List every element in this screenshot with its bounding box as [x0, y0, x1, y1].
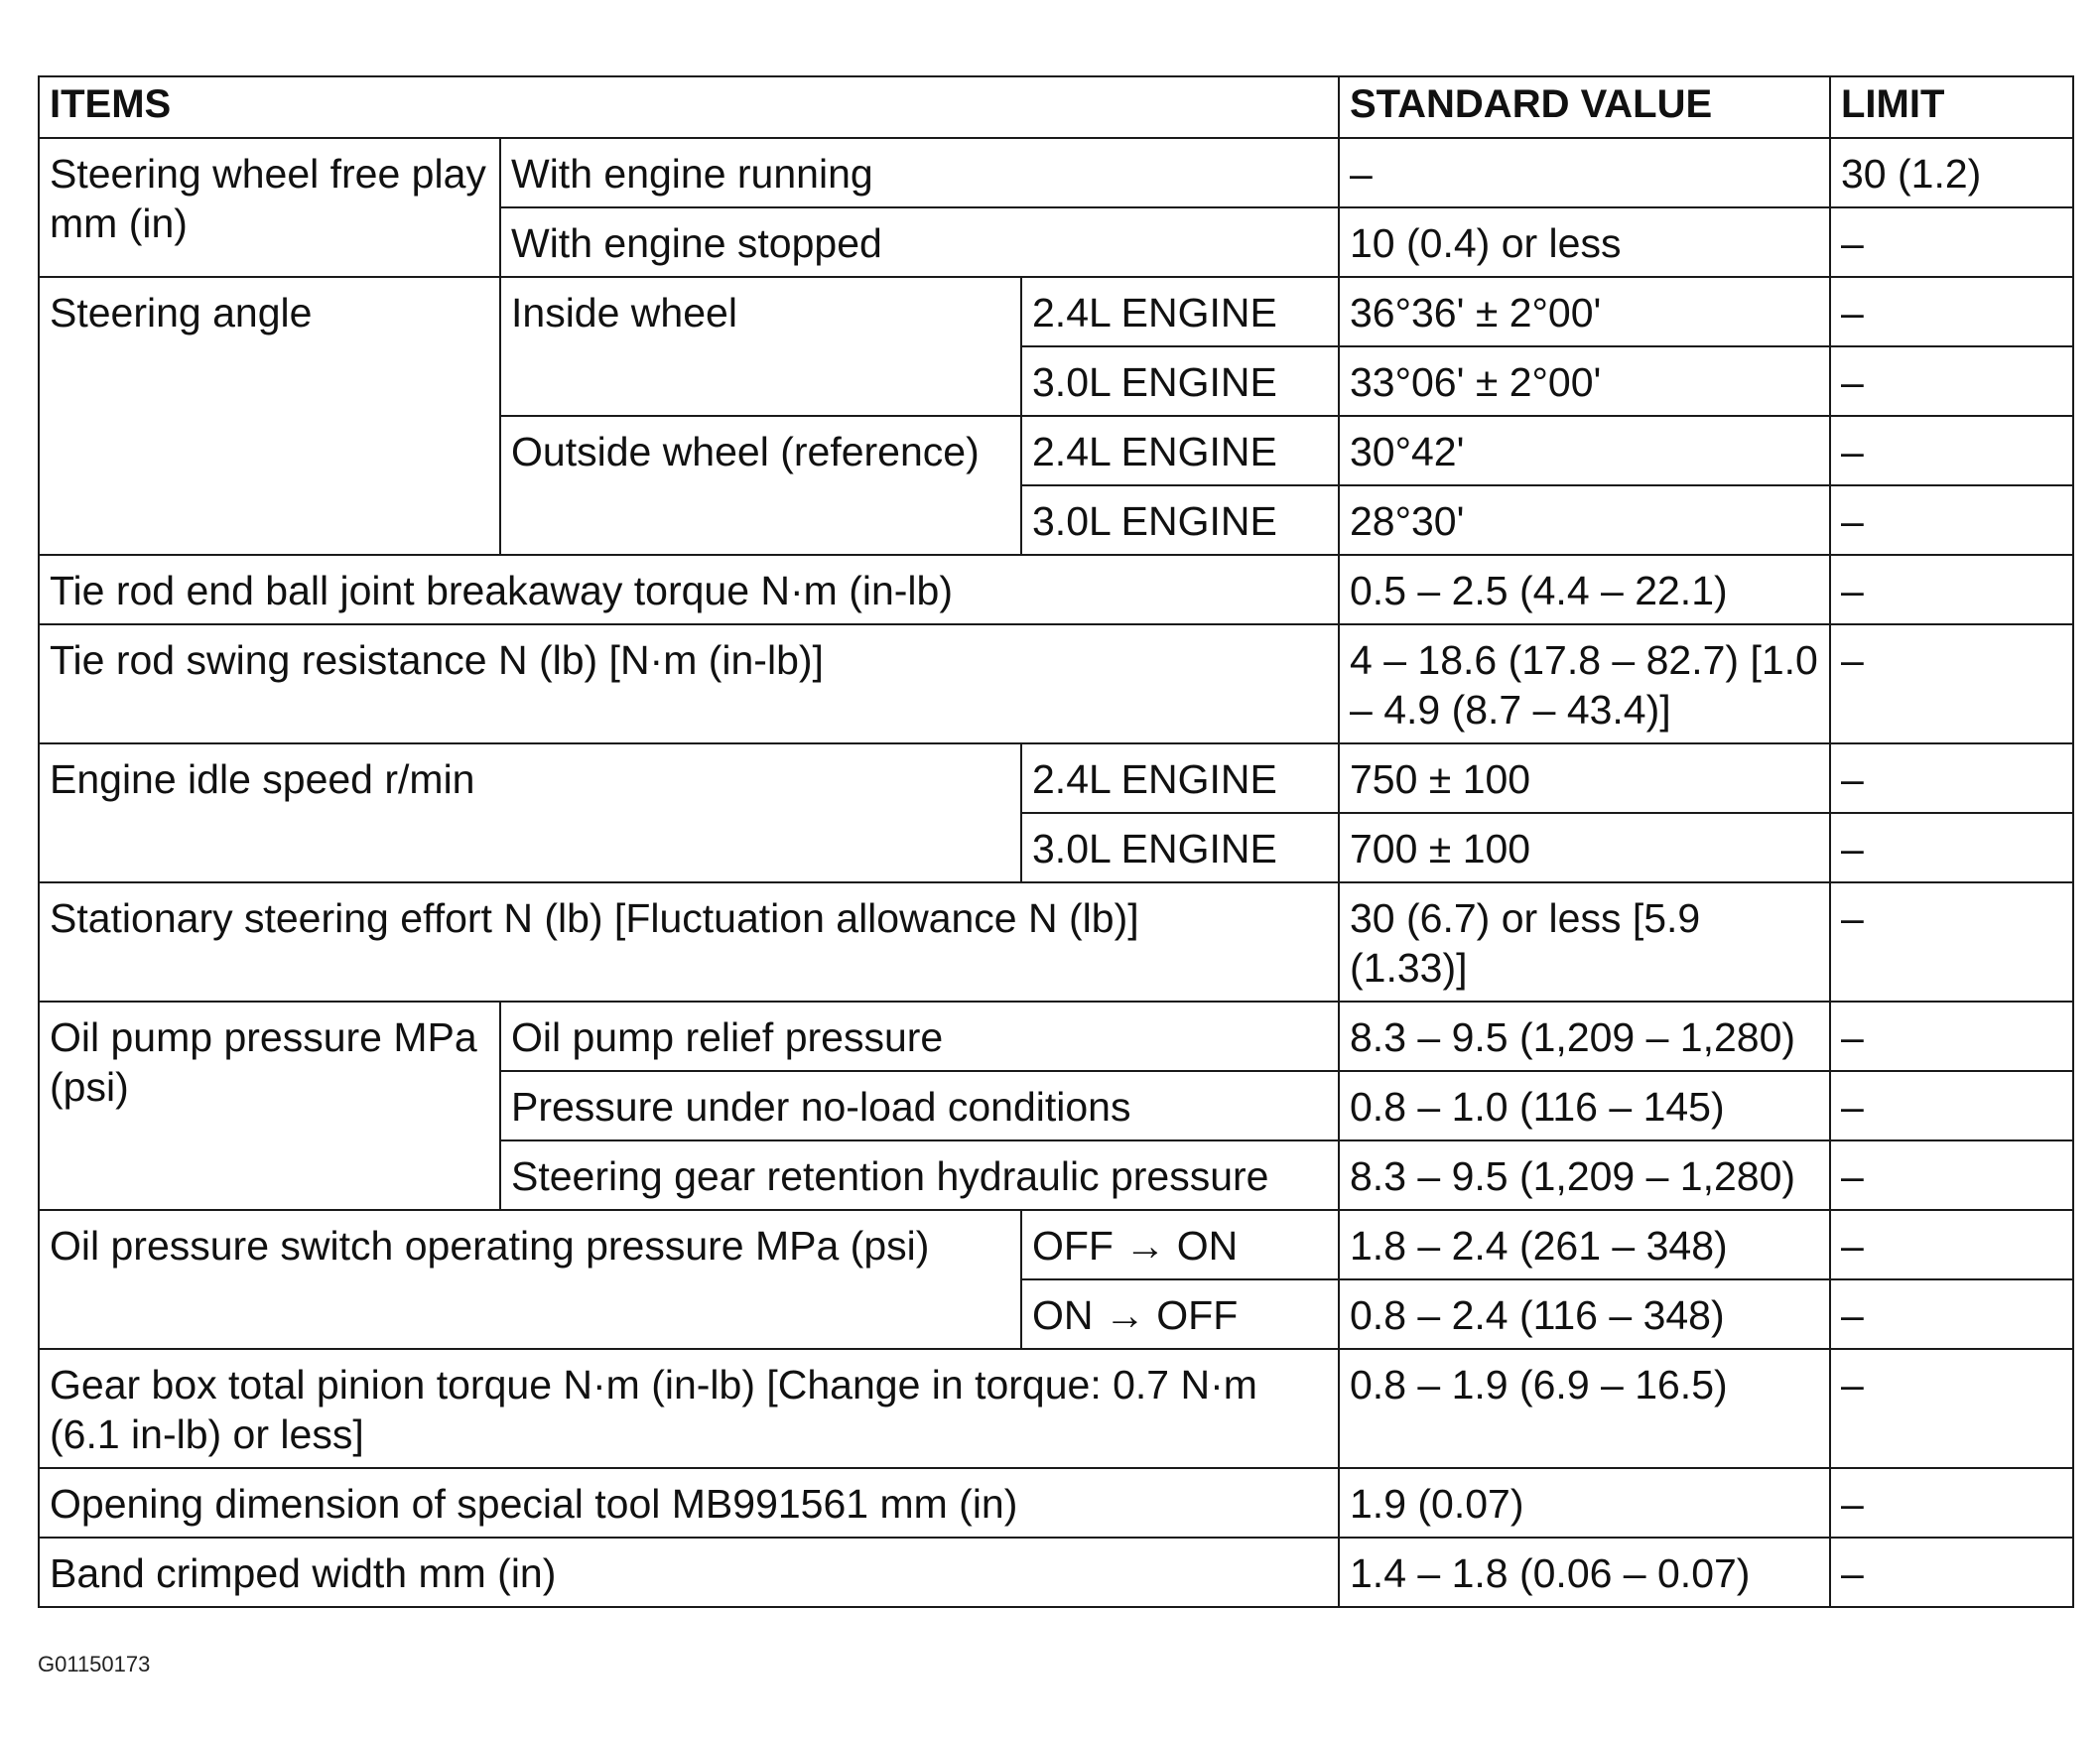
item-label: Band crimped width mm (in)	[39, 1538, 1339, 1607]
limit-value: –	[1830, 346, 2073, 416]
limit-value: –	[1830, 624, 2073, 743]
condition-label: OFF → ON	[1021, 1210, 1339, 1279]
table-row	[39, 1349, 2073, 1468]
item-label: Opening dimension of special tool MB991561 mm (in)	[39, 1468, 1339, 1538]
item-label: Oil pump pressure MPa (psi)	[39, 1002, 500, 1210]
table-row	[39, 624, 2073, 743]
limit-value: –	[1830, 1071, 2073, 1140]
standard-value: 28°30'	[1339, 485, 1830, 555]
items-header: ITEMS	[39, 76, 1339, 138]
item-label: Gear box total pinion torque N·m (in-lb) [Change in torque: 0.7 N·m (6.1 in-lb) or less]	[39, 1349, 1339, 1468]
standard-value: 0.8 – 1.9 (6.9 – 16.5)	[1339, 1349, 1830, 1468]
limit-value: –	[1830, 416, 2073, 485]
item-label: Steering angle	[39, 277, 500, 555]
table-row	[39, 277, 2073, 346]
table-row	[39, 1468, 2073, 1538]
engine-label: 3.0L ENGINE	[1021, 813, 1339, 882]
standard-value: –	[1339, 138, 1830, 207]
item-label: Steering wheel free play mm (in)	[39, 138, 500, 277]
item-label: Oil pressure switch operating pressure MPa (psi)	[39, 1210, 1021, 1349]
item-label: Tie rod swing resistance N (lb) [N·m (in-lb)]	[39, 624, 1339, 743]
limit-value: –	[1830, 882, 2073, 1002]
limit-value: –	[1830, 1140, 2073, 1210]
limit-value: –	[1830, 1538, 2073, 1607]
standard-value-header: STANDARD VALUE	[1339, 76, 1830, 138]
table-row	[39, 555, 2073, 624]
limit-value: –	[1830, 277, 2073, 346]
standard-value: 8.3 – 9.5 (1,209 – 1,280)	[1339, 1002, 1830, 1071]
engine-label: 3.0L ENGINE	[1021, 485, 1339, 555]
item-label: Stationary steering effort N (lb) [Fluctuation allowance N (lb)]	[39, 882, 1339, 1002]
standard-value: 30 (6.7) or less [5.9 (1.33)]	[1339, 882, 1830, 1002]
standard-value: 30°42'	[1339, 416, 1830, 485]
limit-value: 30 (1.2)	[1830, 138, 2073, 207]
condition-label: With engine stopped	[500, 207, 1339, 277]
engine-label: 2.4L ENGINE	[1021, 743, 1339, 813]
standard-value: 8.3 – 9.5 (1,209 – 1,280)	[1339, 1140, 1830, 1210]
standard-value: 700 ± 100	[1339, 813, 1830, 882]
limit-value: –	[1830, 1279, 2073, 1349]
table-row	[39, 138, 2073, 207]
condition-label: Oil pump relief pressure	[500, 1002, 1339, 1071]
standard-value: 0.5 – 2.5 (4.4 – 22.1)	[1339, 555, 1830, 624]
standard-value: 0.8 – 2.4 (116 – 348)	[1339, 1279, 1830, 1349]
header-row	[39, 76, 2073, 138]
condition-label: With engine running	[500, 138, 1339, 207]
limit-value: –	[1830, 813, 2073, 882]
standard-value: 0.8 – 1.0 (116 – 145)	[1339, 1071, 1830, 1140]
figure-code: G01150173	[38, 1652, 151, 1676]
limit-value: –	[1830, 1210, 2073, 1279]
condition-label: Inside wheel	[500, 277, 1021, 416]
standard-value: 750 ± 100	[1339, 743, 1830, 813]
limit-value: –	[1830, 485, 2073, 555]
limit-header: LIMIT	[1830, 76, 2073, 138]
table-row	[39, 743, 2073, 813]
limit-value: –	[1830, 1002, 2073, 1071]
standard-value: 1.4 – 1.8 (0.06 – 0.07)	[1339, 1538, 1830, 1607]
condition-label: Steering gear retention hydraulic pressure	[500, 1140, 1339, 1210]
standard-value: 1.9 (0.07)	[1339, 1468, 1830, 1538]
standard-value: 4 – 18.6 (17.8 – 82.7) [1.0 – 4.9 (8.7 – 43.4)]	[1339, 624, 1830, 743]
condition-label: Pressure under no-load conditions	[500, 1071, 1339, 1140]
table-row	[39, 882, 2073, 1002]
condition-label: Outside wheel (reference)	[500, 416, 1021, 555]
condition-label: ON → OFF	[1021, 1279, 1339, 1349]
standard-value: 33°06' ± 2°00'	[1339, 346, 1830, 416]
engine-label: 2.4L ENGINE	[1021, 277, 1339, 346]
limit-value: –	[1830, 1468, 2073, 1538]
standard-value: 10 (0.4) or less	[1339, 207, 1830, 277]
engine-label: 2.4L ENGINE	[1021, 416, 1339, 485]
limit-value: –	[1830, 555, 2073, 624]
item-label: Engine idle speed r/min	[39, 743, 1021, 882]
engine-label: 3.0L ENGINE	[1021, 346, 1339, 416]
table-row	[39, 1002, 2073, 1071]
limit-value: –	[1830, 743, 2073, 813]
item-label: Tie rod end ball joint breakaway torque N·m (in-lb)	[39, 555, 1339, 624]
standard-value: 36°36' ± 2°00'	[1339, 277, 1830, 346]
table-row	[39, 1210, 2073, 1279]
limit-value: –	[1830, 207, 2073, 277]
standard-value: 1.8 – 2.4 (261 – 348)	[1339, 1210, 1830, 1279]
limit-value: –	[1830, 1349, 2073, 1468]
specifications-table	[38, 75, 2074, 1608]
table-row	[39, 1538, 2073, 1607]
